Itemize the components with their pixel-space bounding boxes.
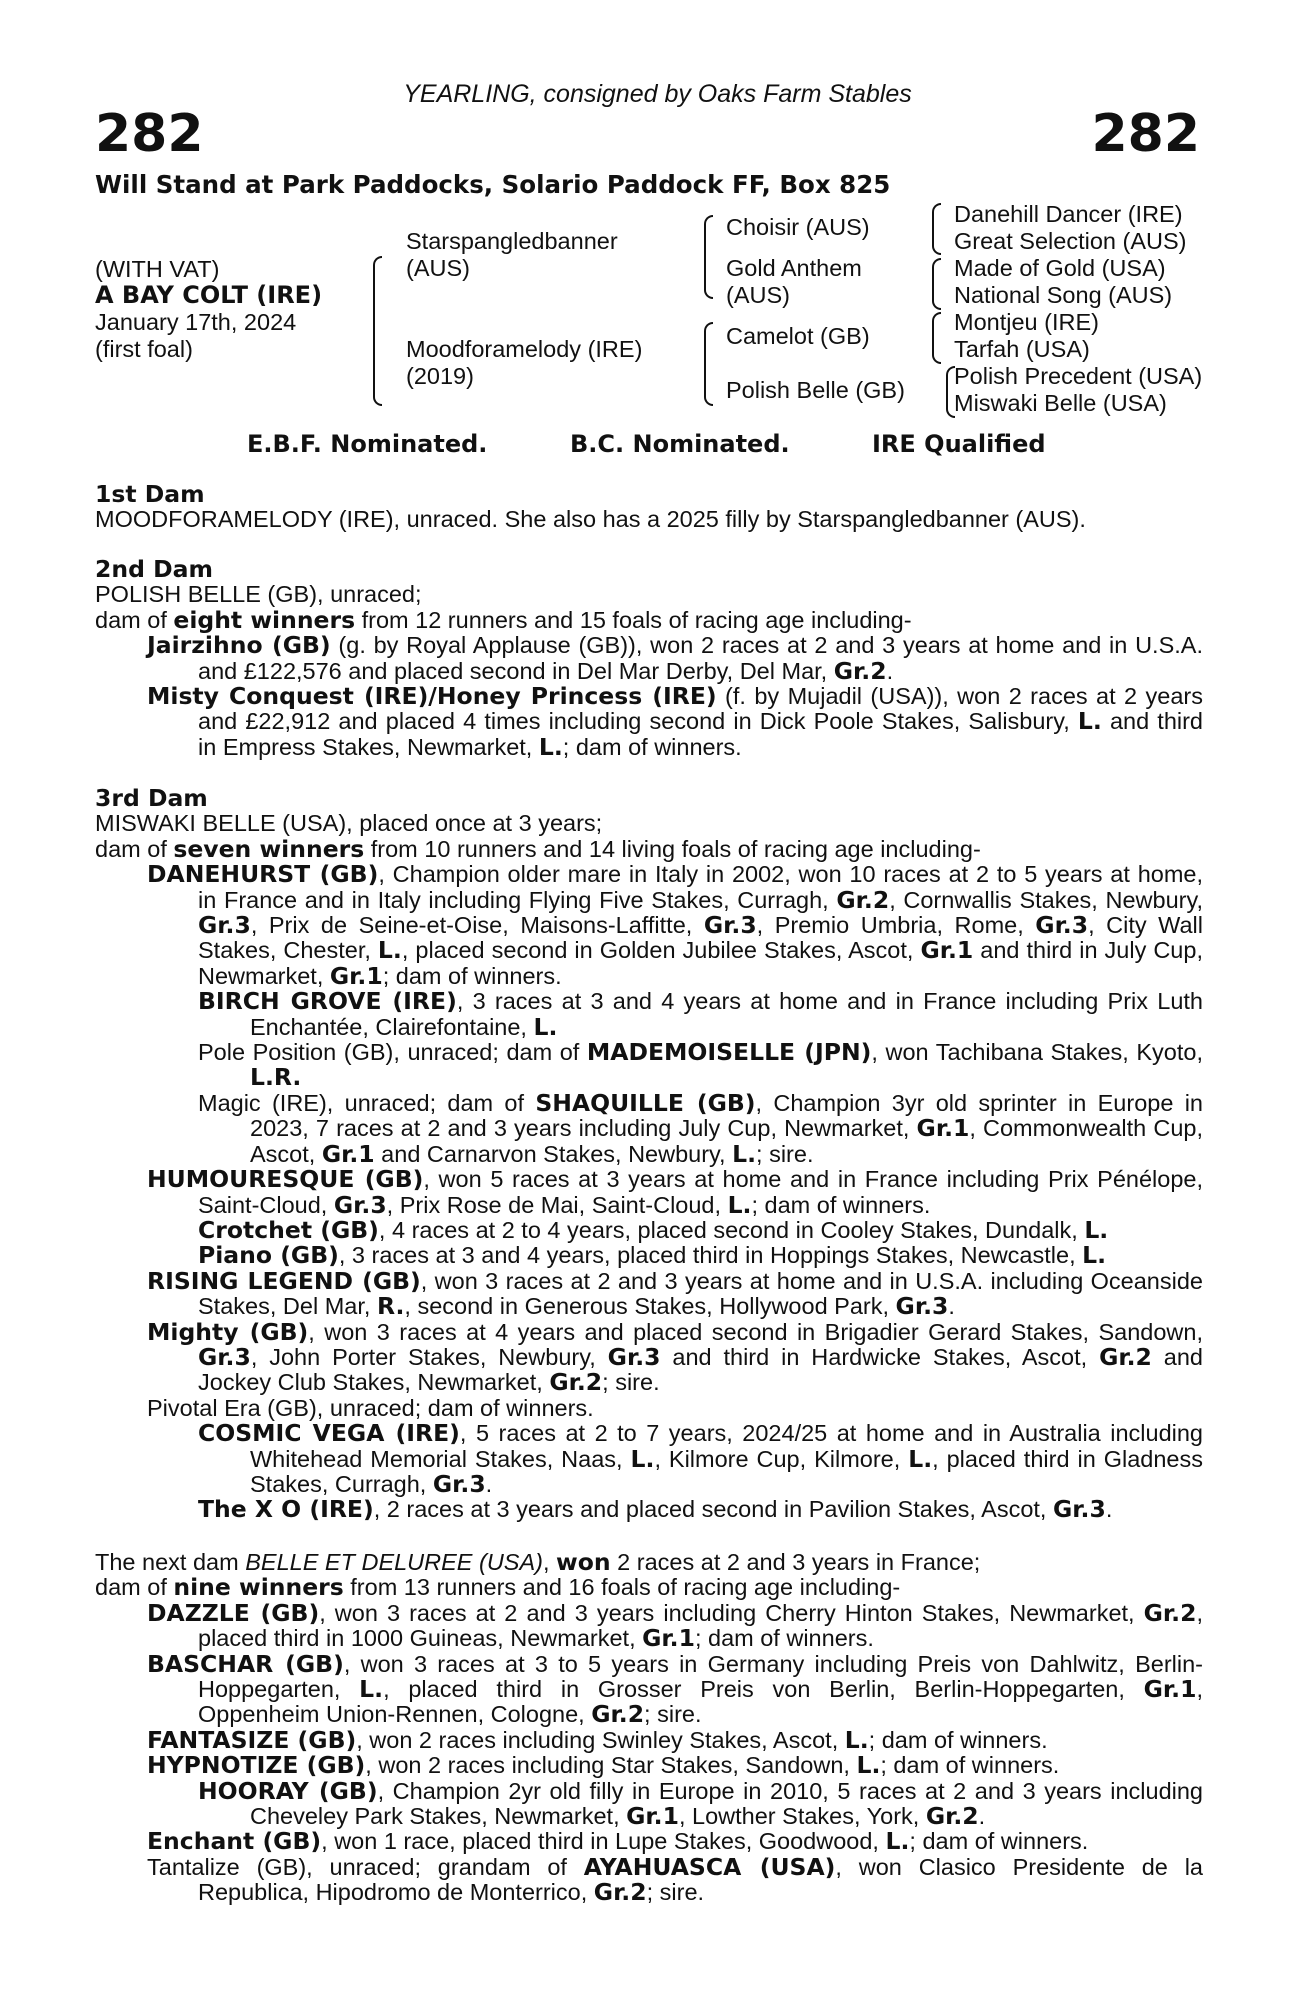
entry-dazzle: DAZZLE (GB), won 3 races at 2 and 3 years including Cherry Hinton Stakes, Newmarket, Gr.2, placed third in 1000 Guineas, Newmarket, Gr.1; dam of winners. [147,1598,1203,1653]
entry-fantasize: FANTASIZE (GB), won 2 races including Swinley Stakes, Ascot, L.; dam of winners. [147,1725,1048,1754]
sire-name: Starspangledbanner [406,228,618,254]
entry-mighty: Mighty (GB), won 3 races at 4 years and placed second in Brigadier Gerard Stakes, Sandown, Gr.3, John Porter Stakes, Newbury, Gr.3 and third in Hardwicke Stakes, Ascot, Gr.2 and Jockey Club Stakes, Newmarket, Gr.2; sire. [147,1317,1203,1397]
second-dam-section [95,557,1203,760]
third-dam-heading: 3rd Dam [95,784,208,812]
ped-sss: Danehill Dancer (IRE) [954,201,1183,227]
vat-label: (WITH VAT) [95,256,220,282]
next-dam-line2: dam of nine winners from 13 runners and 16 foals of racing age including- [95,1573,901,1602]
brace-ds [932,312,941,364]
entry-birch-grove: BIRCH GROVE (IRE), 3 races at 3 and 4 years at home and in France including Prix Luth Enchantée, Clairefontaine, L. [198,987,1203,1041]
entry-humouresque: HUMOURESQUE (GB), won 5 races at 3 years at home and in France including Prix Pénélope, Saint-Cloud, Gr.3, Prix Rose de Mai, Saint-Cloud, L.; dam of winners. [147,1165,1203,1219]
sire-sire: Choisir (AUS) [726,214,870,240]
ped-ddd: Miswaki Belle (USA) [954,390,1167,416]
ped-dds: Polish Precedent (USA) [954,363,1203,389]
entry-magic: Magic (IRE), unraced; dam of SHAQUILLE (GB), Champion 3yr old sprinter in Europe in 2023, 7 races at 2 and 3 years including July Cup, Newmarket, Gr.1, Commonwealth Cup, Ascot, Gr.1 and Carnarvon Stakes, Newbury, L.; sire. [198,1088,1203,1168]
ped-sdd: National Song (AUS) [954,282,1173,308]
brace-ss [932,203,941,255]
lot-number-right: 282 [1091,104,1200,164]
third-dam-line2: dam of seven winners from 10 runners and 14 living foals of racing age including- [95,834,981,863]
next-dam-section [95,1550,1203,1906]
foal-note: (first foal) [95,336,193,362]
horse-name: A BAY COLT (IRE) [95,281,323,309]
entry-jairzihno: Jairzihno (GB) (g. by Royal Applause (GB)), won 2 races at 2 and 3 years at home and in U.S.A. and £122,576 and placed second in Del Mar Derby, Del Mar, Gr.2. [147,631,1203,685]
entry-piano: Piano (GB), 3 races at 3 and 4 years, placed third in Hoppings Stakes, Newcastle, L. [198,1241,1107,1270]
third-dam-line1: MISWAKI BELLE (USA), placed once at 3 years; [95,810,603,837]
ped-dss: Montjeu (IRE) [954,309,1099,335]
sire-dam-country: (AUS) [726,282,790,308]
dam-dam: Polish Belle (GB) [726,377,905,403]
dam-sire: Camelot (GB) [726,323,870,349]
ped-dsd: Tarfah (USA) [954,336,1090,362]
consignment-line: YEARLING, consigned by Oaks Farm Stables [403,80,912,108]
stand-location: Will Stand at Park Paddocks, Solario Paddock FF, Box 825 [95,170,891,199]
ped-sds: Made of Gold (USA) [954,255,1166,281]
first-dam-heading: 1st Dam [95,480,205,508]
lot-number-left: 282 [95,104,204,164]
brace-dam [704,322,713,406]
entry-rising-legend: RISING LEGEND (GB), won 3 races at 2 and 3 years at home and in U.S.A. including Oceanside Stakes, Del Mar, R., second in Generous Stakes, Hollywood Park, Gr.3. [147,1266,1203,1321]
entry-pole-position: Pole Position (GB), unraced; dam of MADEMOISELLE (JPN), won Tachibana Stakes, Kyoto, L.R. [198,1038,1203,1092]
sire-country: (AUS) [406,255,470,281]
entry-crotchet: Crotchet (GB), 4 races at 2 to 4 years, placed second in Cooley Stakes, Dundalk, L. [198,1215,1109,1244]
ire-qualified: IRE Qualified [872,430,1046,458]
second-dam-line1: POLISH BELLE (GB), unraced; [95,581,422,608]
entry-hypnotize: HYPNOTIZE (GB), won 2 races including Star Stakes, Sandown, L.; dam of winners. [147,1751,1060,1780]
brace-first [373,256,382,406]
entry-the-x-o: The X O (IRE), 2 races at 3 years and placed second in Pavilion Stakes, Ascot, Gr.3. [198,1495,1113,1524]
entry-cosmic-vega: COSMIC VEGA (IRE), 5 races at 2 to 7 years, 2024/25 at home and in Australia including Whitehead Memorial Stakes, Naas, L., Kilmore Cup, Kilmore, L., placed third in Gladness Stakes, Curragh, Gr.3. [198,1419,1203,1498]
brace-sd [932,258,941,310]
entry-misty-conquest: Misty Conquest (IRE)/Honey Princess (IRE) (f. by Mujadil (USA)), won 2 races at 2 years and £22,912 and placed 4 times including second in Dick Poole Stakes, Salisbury, L. and third in Empress Stakes, Newmarket, L.; dam of winners. [147,682,1204,761]
ped-ssd: Great Selection (AUS) [954,228,1187,254]
dam-year: (2019) [406,363,474,389]
entry-pivotal-era: Pivotal Era (GB), unraced; dam of winners. [147,1394,594,1421]
entry-hooray: HOORAY (GB), Champion 2yr old filly in Europe in 2010, 5 races at 2 and 3 years including Cheveley Park Stakes, Newmarket, Gr.1, Lowther Stakes, York, Gr.2. [198,1776,1203,1831]
first-dam-section [95,482,1203,533]
next-dam-line1: The next dam BELLE ET DELUREE (USA), won 2 races at 2 and 3 years in France; [95,1548,981,1576]
entry-danehurst: DANEHURST (GB), Champion older mare in Italy in 2002, won 10 races at 2 to 5 years at home, in France and in Italy including Flying Five Stakes, Curragh, Gr.2, Cornwallis Stakes, Newbury, Gr.3, Prix de Seine-et-Oise, Maisons-Laffitte, Gr.3, Premio Umbria, Rome, Gr.3, City Wall Stakes, Chester, L., placed second in Golden Jubilee Stakes, Ascot, Gr.1 and third in July Cup, Newmarket, Gr.1; dam of winners. [147,860,1204,990]
entry-tantalize: Tantalize (GB), unraced; grandam of AYAHUASCA (USA), won Clasico Presidente de la Republica, Hipodromo de Monterrico, Gr.2; sire. [147,1852,1203,1907]
brace-sire [704,215,713,299]
entry-baschar: BASCHAR (GB), won 3 races at 3 to 5 years in Germany including Preis von Dahlwitz, Berlin-Hoppegarten, L., placed third in Grosser Preis von Berlin, Berlin-Hoppegarten, Gr.1, Oppenheim Union-Rennen, Cologne, Gr.2; sire. [147,1649,1203,1729]
foaling-date: January 17th, 2024 [95,309,297,335]
ebf-nominated: E.B.F. Nominated. [247,430,488,458]
third-dam-section [95,786,1203,1523]
entry-enchant: Enchant (GB), won 1 race, placed third in Lupe Stakes, Goodwood, L.; dam of winners. [147,1827,1089,1856]
sire-dam: Gold Anthem [726,255,862,281]
dam-name: Moodforamelody (IRE) [406,336,643,362]
bc-nominated: B.C. Nominated. [570,430,790,458]
first-dam-text: MOODFORAMELODY (IRE), unraced. She also has a 2025 filly by Starspangledbanner (AUS). [95,506,1086,533]
second-dam-heading: 2nd Dam [95,555,213,583]
second-dam-line2: dam of eight winners from 12 runners and 15 foals of racing age including- [95,605,912,634]
